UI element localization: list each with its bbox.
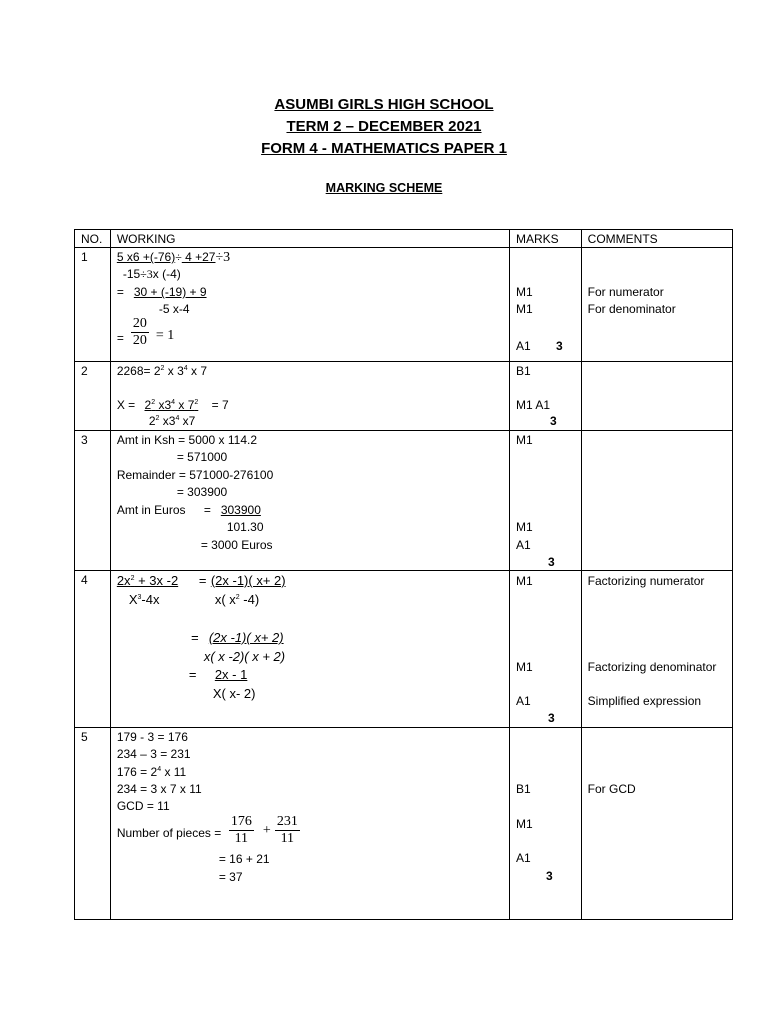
fraction: $\frac{176}{11}$ <box>230 814 252 846</box>
question-row-3 <box>75 431 733 571</box>
working-line: $X = 2^2$ $x3^4$ x $7^2 = 7$ <box>116 398 229 412</box>
total-mark: 3 <box>548 555 555 569</box>
col-no-header: NO. <box>81 232 103 246</box>
working-line: $X^3-4x$ <box>128 592 160 607</box>
working-line: 101.30 <box>226 520 264 534</box>
working-result: = 1 <box>155 328 175 343</box>
comments-cell <box>581 728 732 920</box>
question-number: 5 <box>81 730 88 744</box>
total-mark: 3 <box>556 339 563 353</box>
total-mark: 3 <box>550 414 557 428</box>
mark: M1 A1 <box>516 398 551 412</box>
working-line: $2^2$ $x3^4$ x7 <box>148 414 196 428</box>
comments-cell <box>581 431 732 571</box>
working-cell <box>110 571 509 728</box>
working-line: = <box>188 667 197 682</box>
working-line: = 37 <box>218 870 243 884</box>
comment: Simplified expression <box>587 694 702 708</box>
fraction: $\frac{231}{11}$ <box>276 814 298 846</box>
comment: Factorizing denominator <box>587 660 717 674</box>
paper-title: FORM 4 - MATHEMATICS PAPER 1 <box>261 140 507 157</box>
working-line: $2268= 2^2$ x $3^4$ x 7 <box>116 364 208 378</box>
term-title: TERM 2 – DECEMBER 2021 <box>286 118 482 135</box>
fraction: $\frac{20}{20}$ <box>132 316 147 348</box>
mark: M1 <box>516 433 533 447</box>
question-number: 3 <box>81 433 88 447</box>
working-line: $176 = 2^4$ x 11 <box>116 765 187 779</box>
mark: M1 <box>516 302 533 316</box>
marks-cell <box>510 431 582 571</box>
working-line: x( x -2)( x + 2) <box>203 649 286 664</box>
mark: A1 <box>516 694 531 708</box>
comments-cell <box>581 362 732 431</box>
working-line: 30 + (-19) + 9 <box>133 285 207 299</box>
plus-sign: + <box>262 823 271 838</box>
question-number: 4 <box>81 573 88 587</box>
mark: M1 <box>516 817 533 831</box>
question-row-4 <box>75 571 733 728</box>
working-line: x( $x^2$ -4) <box>214 592 260 607</box>
mark: B1 <box>516 782 531 796</box>
working-line: GCD = 11 <box>116 799 170 813</box>
comment: For denominator <box>587 302 676 316</box>
working-line: 303900 <box>220 503 261 517</box>
question-row-1 <box>75 248 733 362</box>
question-row-2 <box>75 362 733 431</box>
working-line: (2x -1)( x+ 2) <box>208 630 284 645</box>
comment: For GCD <box>587 782 636 796</box>
working-line: -15÷3x (-4) <box>122 267 181 281</box>
working-line: -5 x-4 <box>158 302 190 316</box>
working-line: = 303900 <box>176 485 228 499</box>
working-line: (2x -1)( x+ 2) <box>210 573 286 588</box>
mark: A1 <box>516 339 531 353</box>
working-cell <box>110 362 509 431</box>
working-line: $2x^2 + 3x$ -2 <box>116 573 179 588</box>
working-line: = <box>203 503 211 517</box>
working-line: Amt in Euros <box>116 503 186 517</box>
marks-cell <box>510 571 582 728</box>
mark: A1 <box>516 851 531 865</box>
school-name: ASUMBI GIRLS HIGH SCHOOL <box>274 96 494 113</box>
working-line: 179 - 3 = 176 <box>116 730 188 744</box>
working-line: 234 = 3 x 7 x 11 <box>116 782 202 796</box>
working-cell <box>110 728 509 920</box>
total-mark: 3 <box>548 711 555 725</box>
question-number: 2 <box>81 364 88 378</box>
working-line: 5 x6 +(-76)÷ 4 +27÷3 <box>116 250 231 265</box>
working-cell <box>110 431 509 571</box>
question-number: 1 <box>81 250 88 264</box>
marking-scheme-title: MARKING SCHEME <box>325 181 443 195</box>
working-line: = <box>190 630 199 645</box>
mark: M1 <box>516 574 533 588</box>
comment: For numerator <box>587 285 664 299</box>
working-line: Number of pieces = <box>116 826 222 840</box>
mark: M1 <box>516 285 533 299</box>
mark: A1 <box>516 538 531 552</box>
working-line: = 3000 Euros <box>200 538 273 552</box>
working-line: = <box>198 573 207 588</box>
equals-sign: = <box>116 331 124 345</box>
col-working-header: WORKING <box>116 232 176 246</box>
marking-scheme-table <box>74 229 733 920</box>
mark: M1 <box>516 660 533 674</box>
mark: M1 <box>516 520 533 534</box>
working-line: = 16 + 21 <box>218 852 270 866</box>
working-line: Remainder = 571000-276100 <box>116 468 274 482</box>
working-line: 2x - 1 <box>214 667 248 682</box>
total-mark: 3 <box>546 869 553 883</box>
table-header-row <box>75 230 733 248</box>
col-marks-header: MARKS <box>516 232 559 246</box>
working-line: = <box>116 285 124 299</box>
working-line: = 571000 <box>176 450 228 464</box>
col-comments-header: COMMENTS <box>587 232 658 246</box>
comments-cell <box>581 248 732 362</box>
mark: B1 <box>516 364 531 378</box>
working-line: X( x- 2) <box>212 686 256 701</box>
marks-cell <box>510 362 582 431</box>
marks-cell <box>510 728 582 920</box>
working-cell <box>110 248 509 362</box>
comment: Factorizing numerator <box>587 574 705 588</box>
working-line: 234 – 3 = 231 <box>116 747 191 761</box>
question-row-5 <box>75 728 733 920</box>
working-line: Amt in Ksh = 5000 x 114.2 <box>116 433 258 447</box>
comments-cell <box>581 571 732 728</box>
marks-cell <box>510 248 582 362</box>
